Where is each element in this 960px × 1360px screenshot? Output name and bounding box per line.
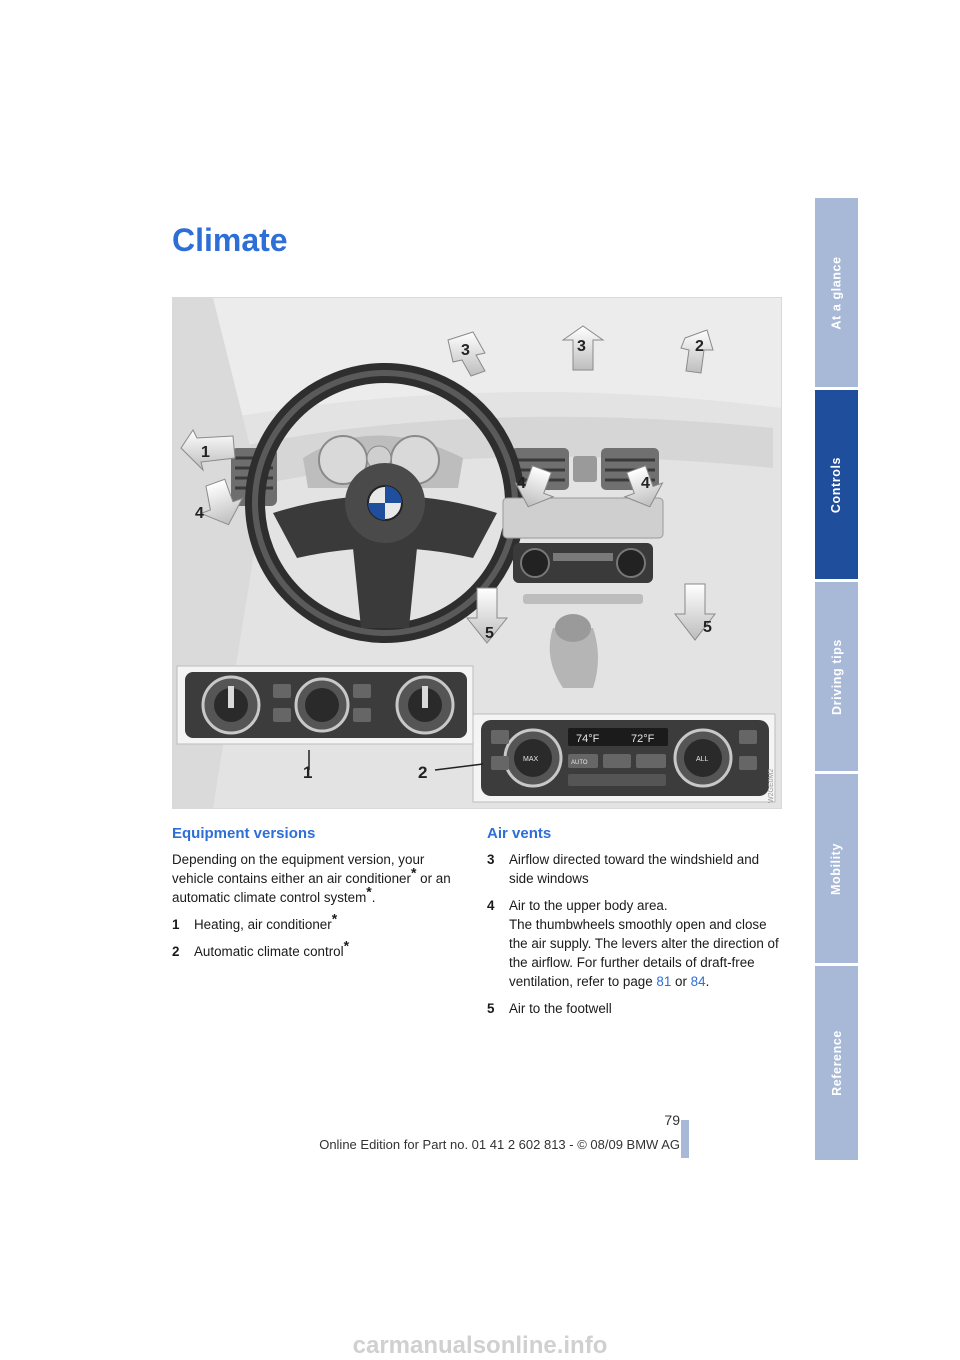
page-ref-link[interactable]: 84 <box>690 974 706 989</box>
tab-at-a-glance[interactable] <box>815 198 858 387</box>
air-vents-heading: Air vents <box>487 825 552 842</box>
callout-4: 4 <box>195 505 204 522</box>
tab-label: Controls <box>829 456 844 513</box>
equipment-intro: Depending on the equipment version, your vehicle contains either an air conditioner* or an automatic climate control system*. <box>172 852 451 905</box>
auto-button-label: AUTO <box>571 760 588 766</box>
figure-code: W2GE0M2 <box>768 768 775 803</box>
air-vents-section <box>487 824 779 1026</box>
tab-label: Mobility <box>829 842 844 895</box>
tab-driving-tips[interactable] <box>815 582 858 771</box>
list-item: 4 Air to the upper body area. The thumbwheels smoothly open and close the air supply. The levers alter the direction of the airflow. For further details of draft-free ventilation, refer to page 81 or 84. <box>487 898 779 989</box>
ac-control-panel <box>177 666 473 744</box>
section-tabs <box>815 198 858 1160</box>
callout-3: 1 <box>201 444 210 461</box>
page-ref-link[interactable]: 81 <box>656 974 672 989</box>
callout-4: 4 <box>517 475 526 492</box>
all-button-label: ALL <box>696 756 709 763</box>
equipment-versions-section <box>172 824 464 969</box>
temp-display-right: 72°F <box>631 733 655 745</box>
page-title: Climate <box>172 222 288 258</box>
tab-reference[interactable] <box>815 966 858 1160</box>
optional-star: * <box>366 883 372 900</box>
callout-3: 2 <box>695 338 704 355</box>
list-item: 2 Automatic climate control* <box>172 937 350 959</box>
optional-star: * <box>410 864 417 881</box>
tab-label: Driving tips <box>829 638 844 715</box>
arrow-3-windshield-right <box>681 330 713 373</box>
footer-edition: Online Edition for Part no. 01 41 2 602 813 - © 08/09 BMW AG <box>319 1137 680 1152</box>
arrow-3-windshield-left <box>448 332 485 376</box>
callout-3: 3 <box>577 338 586 355</box>
page-marker <box>681 1120 689 1158</box>
max-button-label: MAX <box>523 756 539 763</box>
dashboard-illustration <box>172 297 782 809</box>
arrow-3-windshield-center <box>563 326 603 370</box>
callout-3: 3 <box>461 342 470 359</box>
page-number: 79 <box>664 1112 680 1128</box>
watermark: carmanualsonline.info <box>352 1332 608 1359</box>
callout-5: 5 <box>703 619 712 636</box>
callout-5: 5 <box>485 625 494 642</box>
callout-4: 4 <box>641 475 650 492</box>
optional-star: * <box>331 910 338 927</box>
tab-controls[interactable] <box>815 390 858 579</box>
callout-1: 1 <box>303 763 313 782</box>
list-item: 1 Heating, air conditioner* <box>172 910 338 932</box>
list-item: 5 Air to the footwell <box>487 1001 612 1016</box>
list-item: 3 Airflow directed toward the windshield and side windows <box>487 852 760 886</box>
tab-label: At a glance <box>829 255 844 330</box>
tab-mobility[interactable] <box>815 774 858 963</box>
equipment-heading: Equipment versions <box>172 825 316 842</box>
tab-label: Reference <box>829 1030 844 1096</box>
callout-2: 2 <box>418 763 428 782</box>
optional-star: * <box>343 937 350 954</box>
temp-display-left: 74°F <box>576 733 600 745</box>
automatic-climate-panel <box>473 714 775 802</box>
